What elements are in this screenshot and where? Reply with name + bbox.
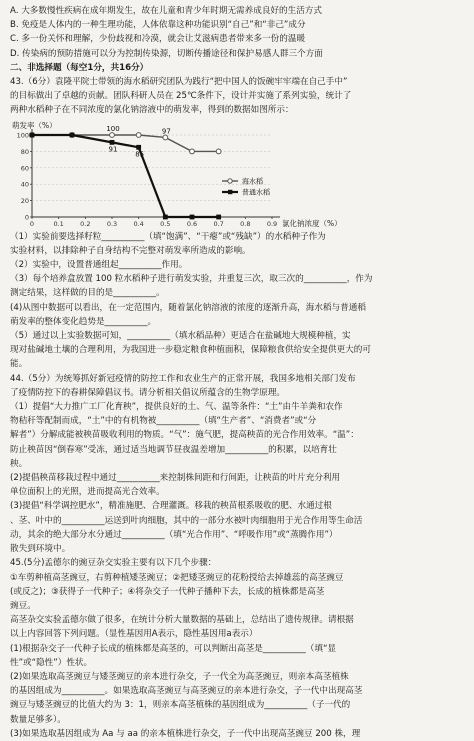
legend-marker [228, 178, 232, 182]
q44-line: （1）提倡“大力推广工厂化育秧”，提供良好的土、气、温等条件：“土”由牛羊粪和农作 [10, 402, 343, 413]
q44-line: 44.（5分）为统筹抓好新冠疫情的防控工作和农业生产的正常开展，我国多地相关部门发布 [10, 373, 356, 384]
q44-line: 、茎、叶中的__________运送到叶肉细胞，其中的一部分水被叶肉细胞用于光合作用等生命活 [10, 515, 363, 526]
series-line-普通水稻 [32, 135, 219, 217]
q43-line: (4)从图中数据可以看出，在一定范围内，随着氯化钠溶液的浓度的逐渐升高，海水稻与普通稻 [10, 302, 366, 313]
y-tick-label: 40 [20, 180, 29, 189]
q44-line: 秧。 [10, 458, 28, 469]
legend-label: 普通水稻 [242, 188, 270, 197]
x-tick-label: 0.2 [80, 219, 91, 228]
data-point [216, 149, 221, 154]
x-tick-label: 0.1 [53, 219, 64, 228]
q43-line: 萌发率的整体变化趋势是__________。 [10, 316, 157, 327]
data-point [190, 149, 195, 154]
x-axis-label: 氯化钠浓度（%） [282, 218, 342, 228]
q45-line: 数量足够多）。 [10, 714, 66, 725]
q45-line: 高茎杂交实验孟德尔做了很多，在统计分析大量数据的基础上，总结出了遗传规律。请根据 [10, 615, 354, 626]
q43-line: （3）每个培养盒放置 100 粒水稻种子进行萌发实验，并重复三次，取三次的__________，作为 [10, 274, 373, 285]
q45-line: 性”或“隐性”）性状。 [10, 657, 93, 668]
legend-label: 海水稻 [242, 177, 263, 186]
q44-line: 防止秧苗因“倒春寒”受冻，通过适当地调节昼夜温差增加__________的积累，以培育壮 [10, 444, 337, 455]
data-point [110, 132, 115, 137]
q45-line: 豌豆。 [10, 600, 36, 611]
q45-body [10, 556, 464, 741]
option-a: A. 大多数慢性疾病在成年期发生，故在儿童和青少年时期无需养成良好的生活方式 [10, 6, 322, 16]
data-point [163, 214, 168, 219]
data-label: 85 [135, 149, 145, 158]
q44-line: 动，其余的绝大部分水分通过__________（填“光合作用”、“呼吸作用”或“蒸腾作用”） [10, 529, 338, 540]
q44-line: 了疫情防控下的春耕保障倡议书。请分析相关倡议所蕴含的生物学原理。 [10, 387, 286, 398]
q43-line: 实验材料，以排除种子自身结构不完整对萌发率所造成的影响。 [10, 245, 251, 256]
q43-line: （2）实验中，设置普通组起__________作用。 [10, 260, 188, 271]
y-tick-label: 100 [16, 131, 29, 140]
q44-line: 解者”）分解成能被秧苗吸收利用的物质。“气”：施气肥，提高秧苗的光合作用效率。“温”： [10, 430, 359, 441]
legend-marker [228, 189, 232, 193]
q45-line: ①车剪种植高茎豌豆，右剪种植矮茎豌豆；②把矮茎豌豆的花粉授给去掉雄蕊的高茎豌豆 [10, 572, 344, 583]
q43-line: （5）通过以上实验数据可知，__________（填水稻品种）更适合在盐碱地大规模种植，实 [10, 331, 351, 342]
y-tick-label: 60 [20, 163, 29, 172]
q44-line: 物秸秆等配制而成，“土”中的有机物被__________（填“生产者”、“消费者”或“分 [10, 416, 317, 427]
x-tick-label: 0.9 [266, 219, 278, 228]
q44-body [10, 372, 464, 557]
q43-intro-line: 两种水稻种子在不同浓度的氯化钠溶液中的萌发率，得到的数据如图所示： [10, 105, 294, 116]
option-b: B. 免疫是人体内的一种生理功能，人体依靠这种功能识别“自己”和“非己”成分 [10, 20, 306, 31]
q44-line: 单位面积上的光照，进而提高光合效率。 [10, 487, 165, 498]
q45-line: 以上内容回答下列问题。（显性基因用A表示，隐性基因用a表示） [10, 629, 258, 640]
data-label: 91 [108, 145, 118, 154]
q45-line: (3)如果选取基因组成为 Aa 与 aa 的亲本植株进行杂交，子一代中出现高茎豌豆 200 株，理 [10, 728, 361, 739]
y-axis-label: 萌发率（%） [12, 120, 57, 130]
x-tick-label: 0.4 [133, 219, 144, 228]
q45-line: (或反之)；③获得子一代种子；④将杂交子一代种子播种下去，长成的植株都是高茎 [10, 586, 325, 597]
y-tick-label: 0 [24, 213, 29, 222]
data-point [70, 132, 75, 137]
q43-intro [10, 75, 464, 118]
x-tick-label: 0.6 [186, 219, 198, 228]
q44-line: (2)提倡秧苗移栽过程中通过__________来控制株间距和行间距，让秧苗的叶片充分利用 [10, 473, 341, 484]
x-tick-label: 0 [29, 219, 35, 228]
q43-line: 现对盐碱地土壤的合理利用，为我国进一步稳定粮食种植面积，保障粮食供给安全提供更大的可 [10, 345, 371, 356]
q43-line: 能。 [10, 359, 28, 370]
q45-line: 豌豆与矮茎豌豆的比值大约为 3：1，则亲本高茎植株的基因组成为__________（子一代的 [10, 700, 351, 711]
data-point [136, 132, 141, 137]
data-point [216, 214, 221, 219]
q43-line: （1）实验前要选择籽粒__________（填“饱满”、“干瘪”或“残缺”）的水稻种子作为 [10, 231, 326, 242]
y-tick-label: 80 [20, 147, 29, 156]
data-label: 100 [106, 124, 120, 133]
q43-line: 测定结果，这样做的目的是__________。 [10, 288, 165, 299]
option-c: C. 多一份关怀和理解，少份歧视和冷漠，就会让艾滋病患者带来多一份的温暖 [10, 34, 306, 45]
data-point [163, 135, 168, 140]
q45-line: (1)根据杂交子一代种子长成的植株都是高茎的，可以判断出高茎是__________（填“显 [10, 643, 337, 654]
section-title: 二、非选择题（每空1分，共16分） [10, 62, 149, 73]
data-point [30, 132, 35, 137]
q45-line: 的基因组成为__________。如果选取高茎豌豆与高茎豌豆的亲本进行杂交，子一代中出现高茎 [10, 686, 363, 697]
data-label: 97 [161, 127, 171, 136]
option-d: D. 传染病的预防措施可以分为控制传染源，切断传播途径和保护易感人群三个方面 [10, 48, 323, 59]
x-tick-label: 0.7 [213, 219, 224, 228]
q43-intro-line: 的目标做出了卓越的贡献。团队科研人员在 25℃条件下，设计并实施了系列实验，统计了 [10, 91, 352, 102]
q43-intro-line: 43.（6分）袁隆平院士带领的海水稻研究团队为践行“把中国人的饭碗牢牢端在自己手中” [10, 77, 348, 88]
q45-line: (2)如果选取高茎豌豆与矮茎豌豆的亲本进行杂交，子一代全为高茎豌豆，则亲本高茎植株 [10, 671, 349, 682]
data-point [190, 214, 195, 219]
chart-svg [10, 119, 464, 229]
q45-line: 45.(5分)孟德尔的豌豆杂交实验主要有以下几个步骤： [10, 558, 217, 569]
q43-body [10, 230, 464, 372]
x-tick-label: 0.8 [240, 219, 251, 228]
q44-line: 散失到环境中。 [10, 544, 71, 555]
data-point [110, 140, 115, 145]
options-block [10, 4, 464, 61]
x-tick-label: 0.5 [160, 219, 171, 228]
q44-line: (3)提倡“科学调控肥水”，精准施肥、合理灌溉。移栽的秧苗根系吸收的肥、水通过根 [10, 501, 332, 512]
x-tick-label: 0.3 [106, 219, 118, 228]
germination-chart [10, 119, 464, 229]
data-point [136, 145, 141, 150]
y-tick-label: 20 [20, 196, 29, 205]
